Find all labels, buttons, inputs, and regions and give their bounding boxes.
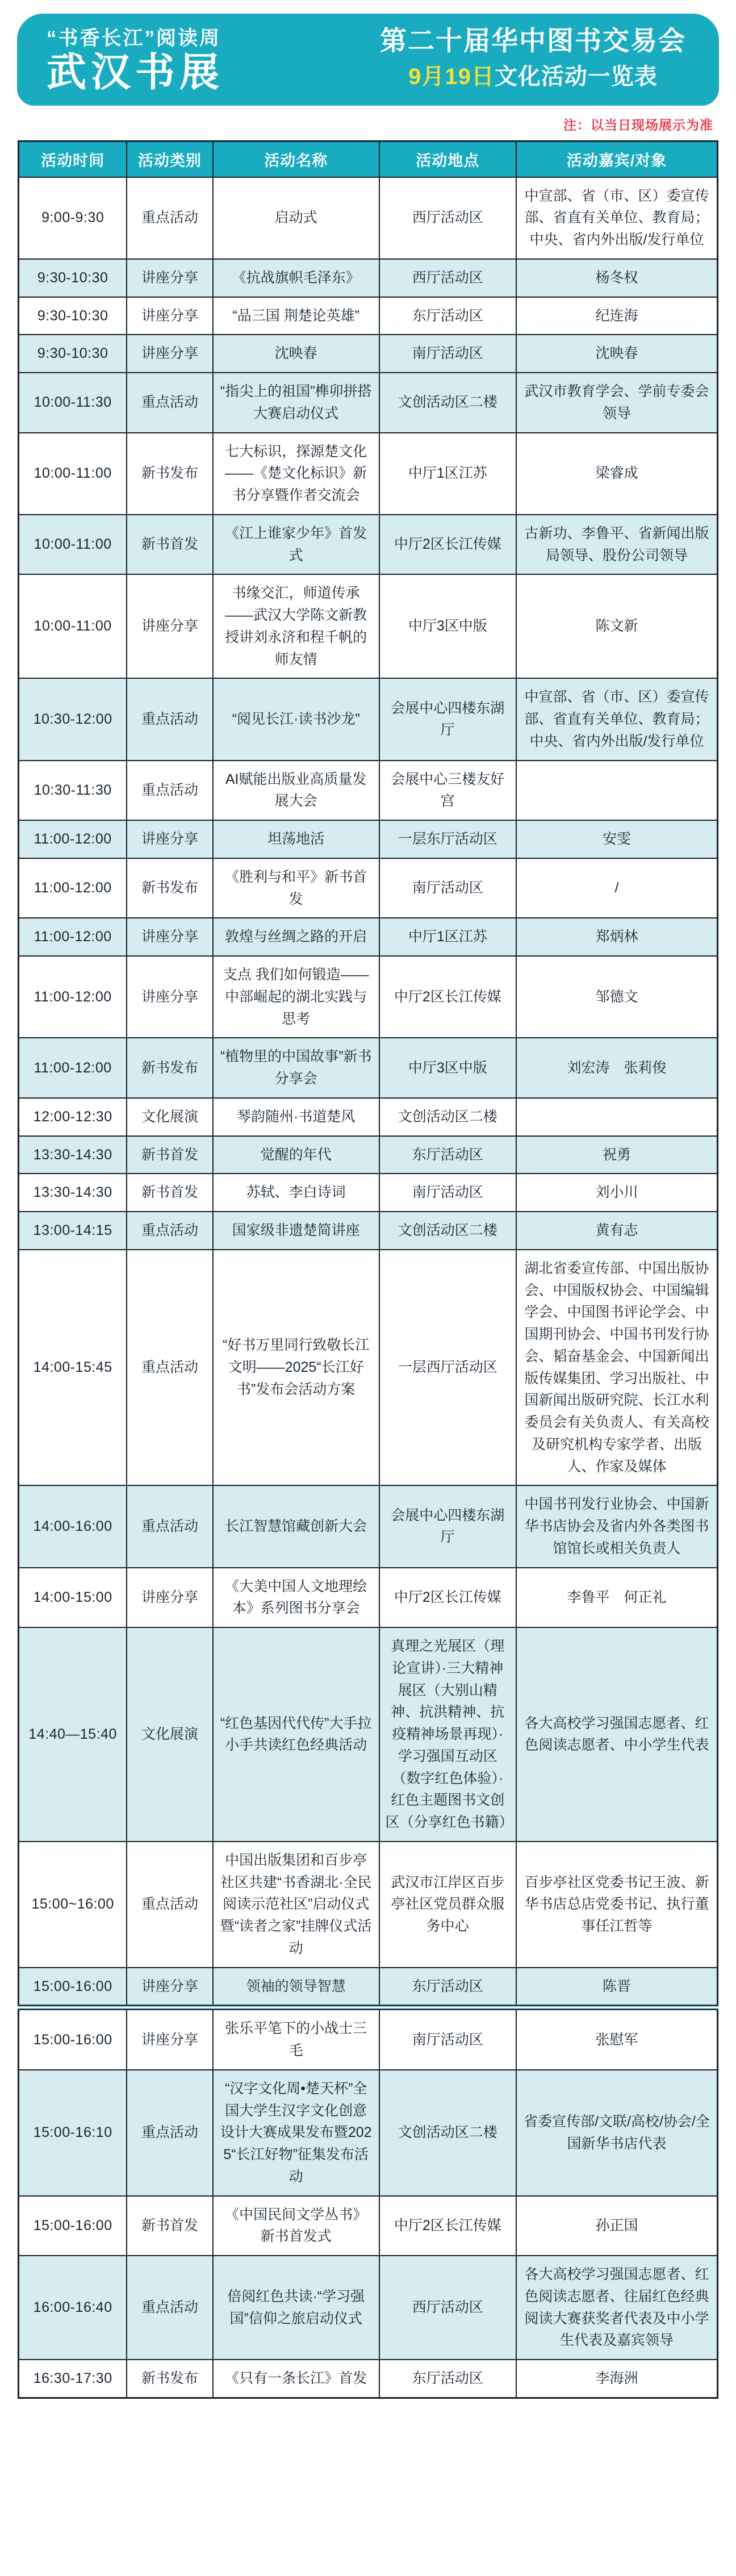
cell-location: 中厅2区长江传媒 <box>379 956 516 1038</box>
cell-guests: 沈映春 <box>516 335 718 373</box>
cell-guests <box>516 761 718 821</box>
cell-name: 坦荡地活 <box>213 820 379 858</box>
cell-location: 会展中心四楼东湖厅 <box>379 1485 516 1567</box>
cell-category: 讲座分享 <box>127 297 212 335</box>
cell-category: 讲座分享 <box>127 956 212 1038</box>
table-row <box>19 1250 718 1486</box>
cell-category: 讲座分享 <box>127 335 212 373</box>
cell-name: 倍阅红色共读·“学习强国”信仰之旅启动仪式 <box>213 2256 379 2360</box>
cell-time: 13:30-14:30 <box>19 1136 127 1174</box>
table-row <box>19 1212 718 1250</box>
column-header-guests: 活动嘉宾/对象 <box>516 141 718 177</box>
cell-name: 国家级非遗楚简讲座 <box>213 1212 379 1250</box>
cell-category: 讲座分享 <box>127 574 212 678</box>
table-row <box>19 858 718 918</box>
table-header-row <box>19 141 718 177</box>
table-row <box>19 1842 718 1968</box>
cell-time: 15:00-16:00 <box>19 2196 127 2256</box>
cell-guests: 中宣部、省（市、区）委宣传部、省直有关单位、教育局；中央、省内外出版/发行单位 <box>516 177 718 259</box>
cell-location: 中厅1区江苏 <box>379 918 516 956</box>
cell-time: 16:30-17:30 <box>19 2360 127 2398</box>
cell-location: 西厅活动区 <box>379 2256 516 2360</box>
cell-name: 领袖的领导智慧 <box>213 1968 379 2008</box>
cell-time: 11:00-12:00 <box>19 820 127 858</box>
cell-category: 新书发布 <box>127 1038 212 1098</box>
cell-time: 14:00-15:00 <box>19 1568 127 1628</box>
header-banner <box>17 14 719 106</box>
cell-guests: 李鲁平 何正礼 <box>516 1568 718 1628</box>
cell-guests: 陈晋 <box>516 1968 718 2008</box>
cell-category: 新书发布 <box>127 858 212 918</box>
cell-name: 启动式 <box>213 177 379 259</box>
cell-name: 七大标识，探源楚文化——《楚文化标识》新书分享暨作者交流会 <box>213 433 379 515</box>
cell-time: 10:30-11:30 <box>19 761 127 821</box>
cell-category: 重点活动 <box>127 373 212 433</box>
cell-time: 10:00-11:00 <box>19 574 127 678</box>
cell-guests: 省委宣传部/文联/高校/协会/全国新华书店代表 <box>516 2070 718 2196</box>
wuhan-book-fair-title: 武汉书展 <box>47 50 224 94</box>
cell-category: 重点活动 <box>127 1212 212 1250</box>
cell-location: 中厅2区长江传媒 <box>379 1568 516 1628</box>
table-row <box>19 515 718 575</box>
cell-location: 文创活动区二楼 <box>379 1212 516 1250</box>
table-row <box>19 820 718 858</box>
cell-guests: 各大高校学习强国志愿者、红色阅读志愿者、中小学生代表 <box>516 1627 718 1842</box>
table-row <box>19 1968 718 2008</box>
poster-page <box>0 14 736 2399</box>
table-row <box>19 1627 718 1842</box>
table-row <box>19 2007 718 2070</box>
table-row <box>19 761 718 821</box>
cell-category: 新书首发 <box>127 515 212 575</box>
cell-guests: 郑炳林 <box>516 918 718 956</box>
table-row <box>19 2070 718 2196</box>
cell-category: 文化展演 <box>127 1627 212 1842</box>
cell-name: “汉字文化周•楚天杯”全国大学生汉字文化创意设计大赛成果发布暨2025“长江好物”征集发布活动 <box>213 2070 379 2196</box>
table-row <box>19 297 718 335</box>
cell-category: 重点活动 <box>127 2070 212 2196</box>
cell-name: 《江上谁家少年》首发式 <box>213 515 379 575</box>
cell-location: 南厅活动区 <box>379 2007 516 2070</box>
cell-category: 文化展演 <box>127 1098 212 1136</box>
table-row <box>19 1136 718 1174</box>
cell-location: 南厅活动区 <box>379 1174 516 1212</box>
cell-name: “指尖上的祖国”榫卯拼搭大赛启动仪式 <box>213 373 379 433</box>
cell-name: “好书万里同行致敬长江文明——2025“长江好书”发布会活动方案 <box>213 1250 379 1486</box>
cell-location: 东厅活动区 <box>379 1136 516 1174</box>
cell-time: 15:00-16:00 <box>19 2007 127 2070</box>
cell-guests: 古新功、李鲁平、省新闻出版局领导、股份公司领导 <box>516 515 718 575</box>
cell-time: 16:00-16:40 <box>19 2256 127 2360</box>
cell-time: 9:00-9:30 <box>19 177 127 259</box>
cell-time: 11:00-12:00 <box>19 1038 127 1098</box>
banner-right-block <box>380 26 686 91</box>
cell-guests: 孙正国 <box>516 2196 718 2256</box>
cell-time: 10:00-11:00 <box>19 515 127 575</box>
cell-category: 重点活动 <box>127 1485 212 1567</box>
cell-location: 会展中心三楼友好宫 <box>379 761 516 821</box>
cell-location: 文创活动区二楼 <box>379 2070 516 2196</box>
table-row <box>19 1098 718 1136</box>
cell-time: 10:00-11:30 <box>19 373 127 433</box>
cell-location: 中厅1区江苏 <box>379 433 516 515</box>
cell-guests: 陈文新 <box>516 574 718 678</box>
cell-time: 15:00-16:00 <box>19 1968 127 2008</box>
table-row <box>19 1174 718 1212</box>
banner-left-block <box>47 23 224 94</box>
cell-location: 东厅活动区 <box>379 1968 516 2008</box>
cell-guests <box>516 1098 718 1136</box>
disclaimer-note: 注：以当日现场展示为准 <box>563 117 713 132</box>
cell-guests: / <box>516 858 718 918</box>
column-header-time: 活动时间 <box>19 141 127 177</box>
cell-guests: 黄有志 <box>516 1212 718 1250</box>
table-row <box>19 1038 718 1098</box>
schedule-subtitle <box>380 59 686 91</box>
cell-name: 长江智慧馆藏创新大会 <box>213 1485 379 1567</box>
cell-name: 支点 我们如何锻造——中部崛起的湖北实践与思考 <box>213 956 379 1038</box>
table-row <box>19 2360 718 2398</box>
cell-time: 14:00-16:00 <box>19 1485 127 1567</box>
cell-guests: 李海洲 <box>516 2360 718 2398</box>
table-row <box>19 335 718 373</box>
reading-week-title: “书香长江”阅读周 <box>47 27 221 49</box>
cell-name: 沈映春 <box>213 335 379 373</box>
cell-location: 东厅活动区 <box>379 297 516 335</box>
cell-category: 讲座分享 <box>127 1568 212 1628</box>
table-body <box>19 177 718 2398</box>
cell-time: 9:30-10:30 <box>19 297 127 335</box>
cell-name: 敦煌与丝绸之路的开启 <box>213 918 379 956</box>
cell-time: 14:00-15:45 <box>19 1250 127 1486</box>
cell-name: “红色基因代代传”大手拉小手共读红色经典活动 <box>213 1627 379 1842</box>
cell-name: 《只有一条长江》首发 <box>213 2360 379 2398</box>
cell-time: 10:30-12:00 <box>19 678 127 760</box>
cell-location: 中厅2区长江传媒 <box>379 2196 516 2256</box>
cell-category: 重点活动 <box>127 177 212 259</box>
cell-location: 真理之光展区（理论宣讲）·三大精神展区（大别山精神、抗洪精神、抗疫精神场景再现）·学习强国互动区（数字红色体验）·红色主题图书文创区（分享红色书籍） <box>379 1627 516 1842</box>
table-row <box>19 2256 718 2360</box>
cell-location: 一层西厅活动区 <box>379 1250 516 1486</box>
table-row <box>19 259 718 297</box>
cell-location: 西厅活动区 <box>379 177 516 259</box>
cell-category: 讲座分享 <box>127 918 212 956</box>
cell-name: 《抗战旗帜毛泽东》 <box>213 259 379 297</box>
table-row <box>19 918 718 956</box>
fair-edition-title: 第二十届华中图书交易会 <box>380 26 686 56</box>
cell-time: 10:00-11:00 <box>19 433 127 515</box>
cell-guests: 纪连海 <box>516 297 718 335</box>
cell-name: 《大美中国人文地理绘本》系列图书分享会 <box>213 1568 379 1628</box>
table-row <box>19 433 718 515</box>
cell-guests: 刘宏涛 张莉俊 <box>516 1038 718 1098</box>
activity-schedule-table <box>18 140 718 2399</box>
cell-location: 文创活动区二楼 <box>379 373 516 433</box>
cell-time: 11:00-12:00 <box>19 858 127 918</box>
cell-name: 琴韵随州·书道楚风 <box>213 1098 379 1136</box>
cell-category: 讲座分享 <box>127 2007 212 2070</box>
cell-category: 重点活动 <box>127 2256 212 2360</box>
cell-location: 武汉市江岸区百步亭社区党员群众服务中心 <box>379 1842 516 1968</box>
cell-time: 11:00-12:00 <box>19 956 127 1038</box>
table-row <box>19 2196 718 2256</box>
cell-location: 中厅3区中版 <box>379 574 516 678</box>
cell-guests: 中国书刊发行业协会、中国新华书店协会及省内外各类图书馆馆长或相关负责人 <box>516 1485 718 1567</box>
cell-name: 张乐平笔下的小战士三毛 <box>213 2007 379 2070</box>
schedule-subtitle-rest: 文化活动一览表 <box>494 64 658 90</box>
cell-name: 苏轼、李白诗词 <box>213 1174 379 1212</box>
cell-category: 讲座分享 <box>127 820 212 858</box>
cell-location: 南厅活动区 <box>379 858 516 918</box>
cell-time: 9:30-10:30 <box>19 259 127 297</box>
cell-name: 觉醒的年代 <box>213 1136 379 1174</box>
cell-location: 中厅2区长江传媒 <box>379 515 516 575</box>
cell-category: 讲座分享 <box>127 259 212 297</box>
cell-guests: 梁睿成 <box>516 433 718 515</box>
cell-location: 南厅活动区 <box>379 335 516 373</box>
cell-time: 13:00-14:15 <box>19 1212 127 1250</box>
cell-category: 讲座分享 <box>127 1968 212 2008</box>
cell-category: 新书首发 <box>127 1136 212 1174</box>
table-row <box>19 1485 718 1567</box>
column-header-name: 活动名称 <box>213 141 379 177</box>
cell-name: 《胜利与和平》新书首发 <box>213 858 379 918</box>
cell-location: 中厅3区中版 <box>379 1038 516 1098</box>
cell-time: 11:00-12:00 <box>19 918 127 956</box>
cell-guests: 中宣部、省（市、区）委宣传部、省直有关单位、教育局；中央、省内外出版/发行单位 <box>516 678 718 760</box>
cell-time: 9:30-10:30 <box>19 335 127 373</box>
cell-guests: 杨冬权 <box>516 259 718 297</box>
cell-category: 新书首发 <box>127 2196 212 2256</box>
cell-guests: 湖北省委宣传部、中国出版协会、中国版权协会、中国编辑学会、中国图书评论学会、中国期刊协会、中国书刊发行协会、韬奋基金会、中国新闻出版传媒集团、学习出版社、中国新闻出版研究院、长江水利委员会有关负责人、有关高校及研究机构专家学者、出版人、作家及媒体 <box>516 1250 718 1486</box>
cell-time: 14:40—15:40 <box>19 1627 127 1842</box>
table-row <box>19 177 718 259</box>
cell-guests: 刘小川 <box>516 1174 718 1212</box>
cell-category: 重点活动 <box>127 1250 212 1486</box>
cell-location: 文创活动区二楼 <box>379 1098 516 1136</box>
cell-category: 新书发布 <box>127 2360 212 2398</box>
table-row <box>19 373 718 433</box>
cell-category: 新书首发 <box>127 1174 212 1212</box>
cell-name: “植物里的中国故事”新书分享会 <box>213 1038 379 1098</box>
cell-name: 书缘交汇，师道传承——武汉大学陈文新教授讲刘永济和程千帆的师友情 <box>213 574 379 678</box>
cell-category: 重点活动 <box>127 761 212 821</box>
cell-guests: 张慰军 <box>516 2007 718 2070</box>
cell-name: “品三国 荆楚论英雄” <box>213 297 379 335</box>
cell-time: 15:00~16:00 <box>19 1842 127 1968</box>
cell-name: 《中国民间文学丛书》新书首发式 <box>213 2196 379 2256</box>
column-header-location: 活动地点 <box>379 141 516 177</box>
cell-guests: 祝勇 <box>516 1136 718 1174</box>
cell-location: 西厅活动区 <box>379 259 516 297</box>
cell-name: AI赋能出版业高质量发展大会 <box>213 761 379 821</box>
cell-name: “阅见长江·读书沙龙” <box>213 678 379 760</box>
cell-name: 中国出版集团和百步亭社区共建“书香湖北·全民阅读示范社区”启动仪式暨“读者之家”挂牌仪式活动 <box>213 1842 379 1968</box>
cell-category: 新书发布 <box>127 433 212 515</box>
cell-location: 东厅活动区 <box>379 2360 516 2398</box>
table-row <box>19 678 718 760</box>
cell-guests: 各大高校学习强国志愿者、红色阅读志愿者、往届红色经典阅读大赛获奖者代表及中小学生代表及嘉宾领导 <box>516 2256 718 2360</box>
cell-time: 15:00-16:10 <box>19 2070 127 2196</box>
cell-location: 会展中心四楼东湖厅 <box>379 678 516 760</box>
table-row <box>19 574 718 678</box>
cell-location: 一层东厅活动区 <box>379 820 516 858</box>
date-highlight: 9月19日 <box>408 64 495 90</box>
cell-category: 重点活动 <box>127 1842 212 1968</box>
column-header-category: 活动类别 <box>127 141 212 177</box>
cell-time: 13:30-14:30 <box>19 1174 127 1212</box>
cell-category: 重点活动 <box>127 678 212 760</box>
cell-guests: 百步亭社区党委书记王波、新华书店总店党委书记、执行董事任江哲等 <box>516 1842 718 1968</box>
cell-time: 12:00-12:30 <box>19 1098 127 1136</box>
table-row <box>19 1568 718 1628</box>
cell-guests: 安雯 <box>516 820 718 858</box>
table-row <box>19 956 718 1038</box>
cell-guests: 邹德文 <box>516 956 718 1038</box>
cell-guests: 武汉市教育学会、学前专委会领导 <box>516 373 718 433</box>
